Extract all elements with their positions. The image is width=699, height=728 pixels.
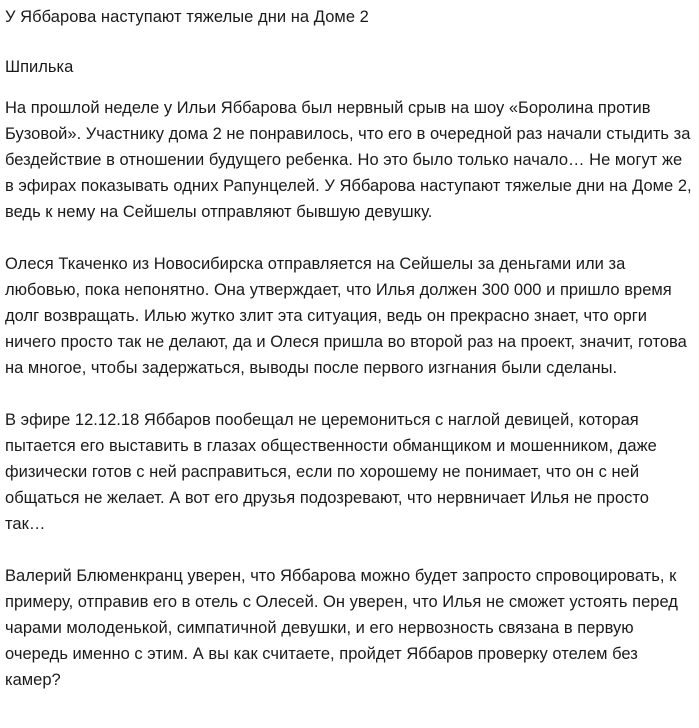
article-paragraph: Олеся Ткаченко из Новосибирска отправляется на Сейшелы за деньгами или за любовью, пока непонятно. Она утверждает, что Илья должен 300 000 и пришло время долг возвращать. Илью жутко злит эта ситуация, ведь он прекрасно знает, что орги ничего просто так не делают, да и Олеся пришла во второй раз на проект, значит, готова на многое, чтобы задержаться, выводы после первого изгнания были сделаны. <box>5 255 687 377</box>
article-paragraph: Валерий Блюменкранц уверен, что Яббарова можно будет запросто спровоцировать, к примеру, отправив его в отель с Олесей. Он уверен, что Илья не сможет устоять перед чарами молоденькой, симпатичной девушки, и его нервозность связана в первую очередь именно с этим. А вы как считаете, пройдет Яббаров проверку отелем без камер? <box>5 567 678 689</box>
article-paragraph: В эфире 12.12.18 Яббаров пообещал не церемониться с наглой девицей, которая пытается его выставить в глазах общественности обманщиком и мошенником, даже физически готов с ней расправиться, если по хорошему не понимает, что он с ней общаться не желает. А вот его друзья подозревают, что нервничает Илья не просто так… <box>5 411 657 533</box>
article-body <box>5 95 693 693</box>
byline-author: Шпилька <box>5 58 74 76</box>
page-title: У Яббарова наступают тяжелые дни на Доме 2 <box>5 8 369 26</box>
article-paragraph: На прошлой неделе у Ильи Яббарова был нервный срыв на шоу «Боролина против Бузовой». Участнику дома 2 не понравилось, что его в очередной раз начали стыдить за бездействие в отношении будущего ребенка. Но это было только начало… Не могут же в эфирах показывать одних Рапунцелей. У Яббарова наступают тяжелые дни на Доме 2, ведь к нему на Сейшелы отправляют бывшую девушку. <box>5 99 692 221</box>
